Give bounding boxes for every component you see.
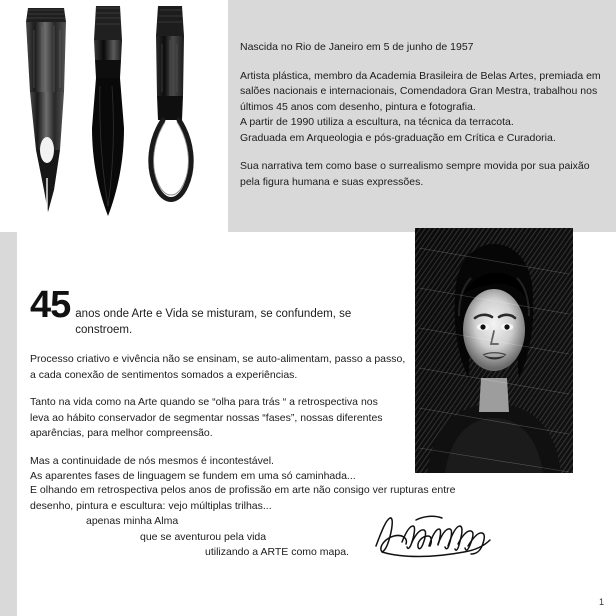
paint-brush-icon [92,6,124,216]
closing-line-1: E olhando em retrospectiva pelos anos de profissão em arte não consigo ver rupturas entre [30,484,456,496]
signature [372,512,502,560]
signature-svg [372,512,502,560]
bio-paragraph-1: Artista plástica, membro da Academia Brasileira de Belas Artes, premiada em salões nacionais e internacionais, Comendadora Gran Mestra, trabalhou nos últimos 45 anos com desenho, pintura e fotografia. [240,69,601,113]
tools-illustration [0,0,228,232]
bio-paragraph-3: Graduada em Arqueologia e pós-graduação em Crítica e Curadoria. [240,131,556,144]
headline-text: anos onde Arte e Vida se misturam, se confundem, se constroem. [75,308,352,336]
closing-line-2: desenho, pintura e escultura: vejo múltiplas trilhas... [30,499,272,512]
body-paragraph-3: Mas a continuidade de nós mesmos é incontestável. [30,454,274,467]
body-paragraph-1: Processo criativo e vivência não se ensinam, se auto-alimentam, passo a passo, a cada conexão de sentimentos somados a experiências. [30,353,406,381]
closing-line-5: utilizando a ARTE como mapa. [205,546,349,558]
artist-portrait-svg [415,228,573,473]
headline-number: 45 [30,284,71,326]
page-number: 1 [598,597,604,607]
body-paragraph-4: As aparentes fases de linguagem se fundem em uma só caminhada... [30,470,356,482]
bio-text-block [240,40,602,203]
pen-nib-icon [26,8,66,212]
closing-line-3: apenas minha Alma [86,515,179,527]
loop-tool-icon [151,6,191,200]
bio-birth-line: Nascida no Rio de Janeiro em 5 de junho de 1957 [240,41,474,53]
bio-panel [228,0,616,232]
artist-portrait [415,228,573,473]
headline-row [30,284,410,338]
tools-illustration-svg [0,0,228,232]
bio-paragraph-4: Sua narrativa tem como base o surrealismo sempre movida por sua paixão pela figura humana e suas expressões. [240,160,590,188]
bio-paragraph-2: A partir de 1990 utiliza a escultura, na técnica da terracota. [240,116,514,128]
main-text-column [30,284,410,497]
closing-line-4: que se aventurou pela vida [140,530,267,543]
body-paragraph-2: Tanto na vida como na Arte quando se “olha para trás “ a retrospectiva nos leva ao hábito conservador de segmentar nossas “fases”, nossas diferentes aparências, para melhor compreensão. [30,396,383,439]
left-margin-strip [0,232,17,616]
